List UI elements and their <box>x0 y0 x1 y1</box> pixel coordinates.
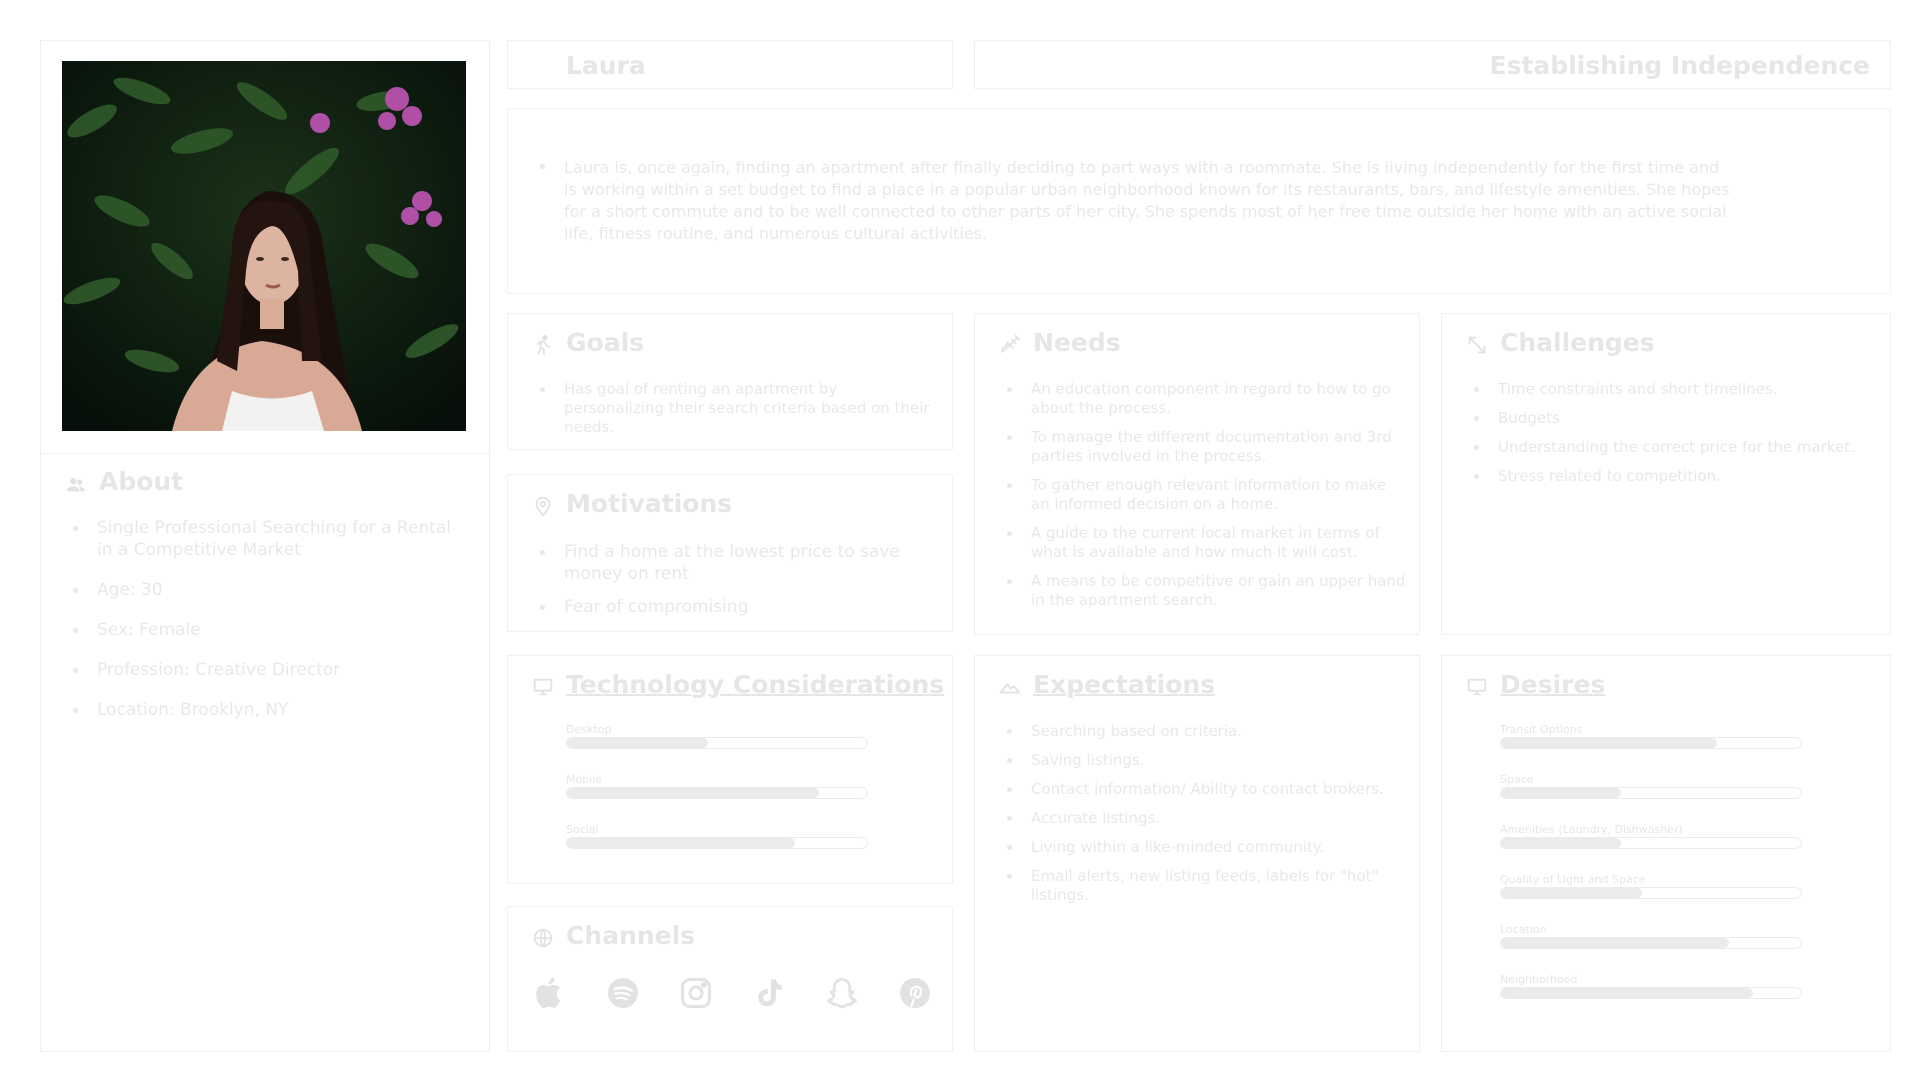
needs-card <box>974 313 1420 635</box>
bar-track <box>1500 987 1802 999</box>
desire-bar <box>1500 824 1802 849</box>
bar-label: Desktop <box>566 723 612 736</box>
channels-card <box>507 906 953 1052</box>
expectations-card <box>974 655 1420 1052</box>
desire-bar <box>1500 874 1802 899</box>
apple-icon[interactable] <box>532 975 568 1011</box>
expectations-item: Accurate listings. <box>1007 809 1407 828</box>
snapchat-icon[interactable] <box>824 975 860 1011</box>
bio-list <box>540 157 1730 255</box>
channel-icons <box>532 975 965 1015</box>
challenges-list <box>1474 380 1874 496</box>
about-item: Age: 30 <box>73 579 453 601</box>
bar-label: Neighborhood <box>1500 973 1578 986</box>
about-item: Sex: Female <box>73 619 453 641</box>
arrows-icon <box>1466 334 1488 356</box>
bar-track <box>1500 787 1802 799</box>
desire-bar <box>1500 724 1802 749</box>
bar-label: Social <box>566 823 599 836</box>
bar-fill <box>1501 838 1621 848</box>
needs-item: A guide to the current local market in terms of what is available and how much it will cost. <box>1007 524 1407 562</box>
name-card <box>507 40 953 89</box>
about-list <box>73 517 453 732</box>
needs-title: Needs <box>1033 328 1121 357</box>
bar-fill <box>1501 988 1753 998</box>
technology-title: Technology Considerations <box>566 670 945 699</box>
bar-track <box>566 837 868 849</box>
pinterest-icon[interactable] <box>897 975 933 1011</box>
bar-fill <box>567 838 795 848</box>
instagram-icon[interactable] <box>678 975 714 1011</box>
desires-title: Desires <box>1500 670 1606 699</box>
motivations-card <box>507 474 953 632</box>
motivations-item: Fear of compromising <box>540 596 930 618</box>
bar-track <box>1500 937 1802 949</box>
bio-card <box>507 108 1891 294</box>
tagline-card <box>974 40 1891 89</box>
goals-item: Has goal of renting an apartment by personalizing their search criteria based on their needs. <box>540 380 930 437</box>
persona-tagline: Establishing Independence <box>1489 51 1870 80</box>
bar-fill <box>1501 738 1717 748</box>
mountain-icon <box>999 676 1021 698</box>
persona-photo <box>62 61 466 431</box>
technology-card <box>507 655 953 884</box>
about-title: About <box>99 467 184 496</box>
bar-fill <box>567 738 708 748</box>
needs-list <box>1007 380 1407 620</box>
persona-name: Laura <box>566 51 646 80</box>
challenges-item: Understanding the correct price for the market. <box>1474 438 1874 457</box>
expectations-item: Living within a like-minded community. <box>1007 838 1407 857</box>
bar-fill <box>1501 938 1729 948</box>
tech-bar-mobile <box>566 774 868 799</box>
portrait-illustration <box>62 61 466 431</box>
bar-label: Quality of Light and Space <box>1500 873 1646 886</box>
expectations-item: Contact information/ Ability to contact brokers. <box>1007 780 1407 799</box>
expectations-list <box>1007 722 1407 915</box>
needs-item: A means to be competitive or gain an upper hand in the apartment search. <box>1007 572 1407 610</box>
about-divider <box>41 453 489 454</box>
challenges-title: Challenges <box>1500 328 1655 357</box>
bar-fill <box>1501 788 1621 798</box>
motivations-title: Motivations <box>566 489 733 518</box>
goals-title: Goals <box>566 328 645 357</box>
profile-card <box>40 40 490 1052</box>
motivations-list <box>540 541 930 629</box>
challenges-item: Time constraints and short timelines. <box>1474 380 1874 399</box>
syringe-icon <box>999 334 1021 356</box>
challenges-card <box>1441 313 1891 635</box>
desire-bar <box>1500 774 1802 799</box>
needs-item: To gather enough relevant information to make an informed decision on a home. <box>1007 476 1407 514</box>
desires-card <box>1441 655 1891 1052</box>
runner-icon <box>532 334 554 356</box>
bar-track <box>566 737 868 749</box>
bar-label: Transit Options <box>1500 723 1583 736</box>
bar-label: Space <box>1500 773 1534 786</box>
people-icon <box>65 474 87 496</box>
expectations-item: Email alerts, new listing feeds, labels for "hot" listings. <box>1007 867 1407 905</box>
needs-item: To manage the different documentation and 3rd parties involved in the process. <box>1007 428 1407 466</box>
tech-bar-desktop <box>566 724 868 749</box>
bio-text: Laura is, once again, finding an apartment after finally deciding to part ways with a roommate. She is living independently for the first time and is working within a set budget to find a place in a popular urban neighborhood known for its restaurants, bars, and lifestyle amenities. She hopes for a short commute and to be well connected to other parts of her city. She spends most of her free time outside her home with an active social life, fitness routine, and numerous cultural activities. <box>540 157 1730 245</box>
desire-bar <box>1500 924 1802 949</box>
challenges-item: Budgets <box>1474 409 1874 428</box>
bar-fill <box>567 788 819 798</box>
challenges-item: Stress related to competition. <box>1474 467 1874 486</box>
tech-bar-social <box>566 824 868 849</box>
goals-card <box>507 313 953 450</box>
spotify-icon[interactable] <box>605 975 641 1011</box>
monitor-icon <box>532 676 554 698</box>
goals-list <box>540 380 930 447</box>
monitor-icon <box>1466 676 1488 698</box>
about-item: Profession: Creative Director <box>73 659 453 681</box>
tiktok-icon[interactable] <box>751 975 787 1011</box>
bar-label: Location <box>1500 923 1547 936</box>
about-item: Location: Brooklyn, NY <box>73 699 453 721</box>
about-item: Single Professional Searching for a Rental in a Competitive Market <box>73 517 453 561</box>
expectations-item: Searching based on criteria. <box>1007 722 1407 741</box>
bar-label: Mobile <box>566 773 603 786</box>
bar-fill <box>1501 888 1642 898</box>
bar-track <box>1500 737 1802 749</box>
expectations-item: Saving listings. <box>1007 751 1407 770</box>
motivations-item: Find a home at the lowest price to save money on rent <box>540 541 930 585</box>
channels-title: Channels <box>566 921 696 950</box>
expectations-title: Expectations <box>1033 670 1216 699</box>
desire-bar <box>1500 974 1802 999</box>
needs-item: An education component in regard to how to go about the process. <box>1007 380 1407 418</box>
globe-icon <box>532 927 554 949</box>
bar-track <box>1500 887 1802 899</box>
bar-label: Amenities (Laundry, Dishwasher) <box>1500 823 1683 836</box>
bar-track <box>566 787 868 799</box>
bar-track <box>1500 837 1802 849</box>
location-pin-icon <box>532 495 554 517</box>
